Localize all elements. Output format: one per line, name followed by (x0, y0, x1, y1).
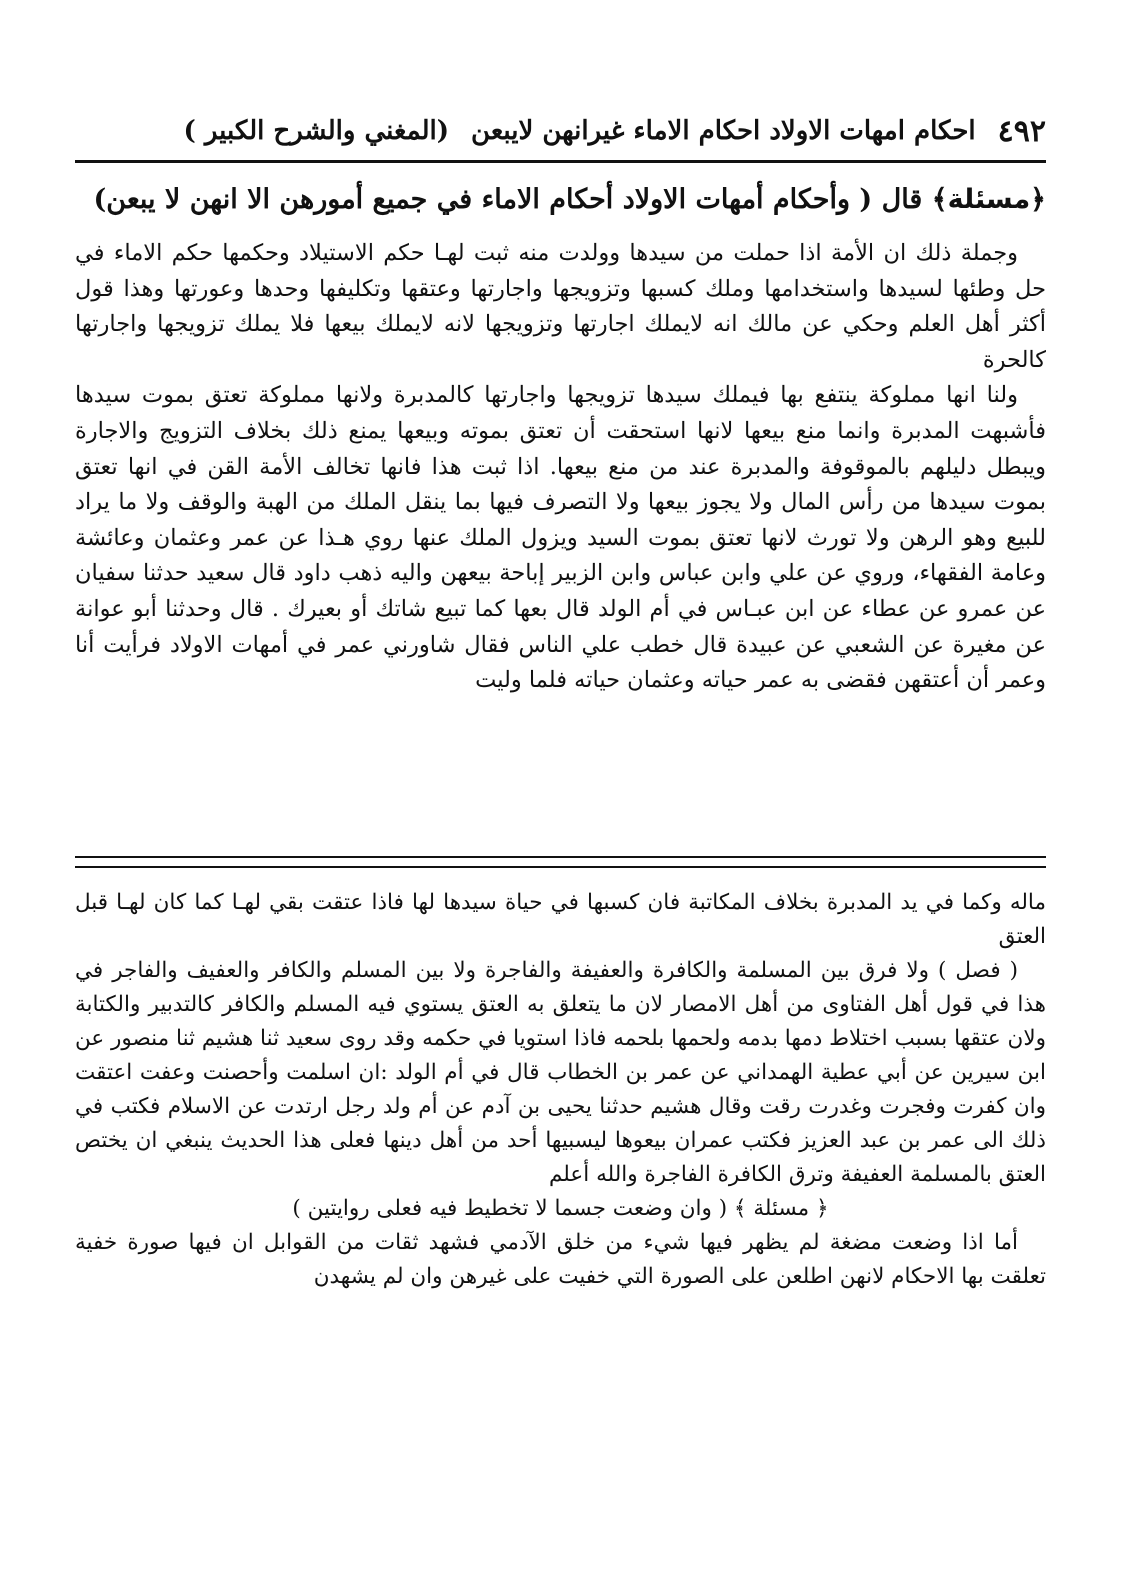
notes-paragraph-2: ( فصل ) ولا فرق بين المسلمة والكافرة والعفيفة والفاجرة ولا بين المسلم والكافر والعفيف والفاجر في هذا في قول أهل الفتاوى من أهل الامصار لان ما يتعلق به العتق يستوي فيه المسلم والكافر كالتدبير والكتابة ولان عتقها بسبب اختلاط دمها بدمه ولحمها بلحمه فاذا استويا في حكمه وقد روى سعيد ثنا هشيم ثنا منصور عن ابن سيرين عن أبي عطية الهمداني عن عمر بن الخطاب قال في أم الولد :ان اسلمت وأحصنت وعفت اعتقت وان كفرت وفجرت وغدرت رقت وقال هشيم حدثنا يحيى بن آدم عن أم ولد رجل ارتدت عن الاسلام فكتب في ذلك الى عمر بن عبد العزيز فكتب عمران بيعوها ليسبيها أحد من أهل دينها فعلى هذا الحديث ينبغي ان يختص العتق بالمسلمة العفيفة وترق الكافرة الفاجرة والله أعلم (75, 958, 1046, 1187)
sub-masala-label: ﴿ مسئلة ﴾ (733, 1196, 829, 1221)
header-rule (75, 160, 1046, 163)
main-paragraph-2: ولنا انها مملوكة ينتفع بها فيملك سيدها تزويجها واجارتها كالمدبرة ولانها مملوكة تعتق بموت سيدها فأشبهت المدبرة وانما منع بيعها لانها استحقت أن تعتق بموته وبيعها يمنع ذلك بخلاف التزويج والاجارة ويبطل دليلهم بالموقوفة والمدبرة عند من منع بيعها. اذا ثبت هذا فانها تخالف الأمة القن في انها تعتق بموت سيدها من رأس المال ولا يجوز بيعها ولا التصرف فيها بما ينقل الملك من الهبة والوقف ولا ما يراد للبيع وهو الرهن ولا تورث لانها تعتق بموت السيد ويزول الملك عنها روي هـذا عن عمر وعثمان وعائشة وعامة الفقهاء، وروي عن علي وابن عباس وابن الزبير إباحة بيعهن واليه ذهب داود قال سعيد حدثنا سفيان عن عمرو عن عطاء عن ابن عبـاس في أم الولد قال بعها كما تبيع شاتك أو بعيرك . قال وحدثنا أبو عوانة عن مغيرة عن الشعبي عن عبيدة قال خطب علي الناس فقال شاورني عمر في أمهات الاولاد فرأيت أنا وعمر أن أعتقهن فقضى به عمر حياته وعثمان حياته فلما وليت (75, 382, 1046, 694)
running-title: احكام امهات الاولاد احكام الاماء غيرانهن لايبعن (471, 116, 976, 146)
commentary-text (75, 886, 1046, 1486)
page-number: ٤٩٢ (997, 113, 1046, 149)
main-paragraph-1: وجملة ذلك ان الأمة اذا حملت من سيدها وولدت منه ثبت لهـا حكم الاستيلاد وحكمها حكم الاماء في حل وطئها لسيدها واستخدامها وملك كسبها وتزويجها واجارتها وعتقها وتكليفها وحدها وعورتها وهذا قول أكثر أهل العلم وحكي عن مالك انه لايملك اجارتها وتزويجها لانه لايملك بيعها فلا يملك تزويجها واجارتها كالحرة (75, 240, 1046, 373)
sub-masala-heading (75, 1192, 1046, 1226)
book-title: (المغني والشرح الكبير ) (183, 116, 450, 146)
closing-paragraph: أما اذا وضعت مضغة لم يظهر فيها شيء من خلق الآدمي فشهد ثقات من القوابل ان فيها صورة خفية تعلقت بها الاحكام لانهن اطلعن على الصورة التي خفيت على غيرهن وان لم يشهدن (75, 1230, 1046, 1289)
masala-text: قال ( وأحكام أمهات الاولاد أحكام الاماء في جميع أمورهن الا انهن لا يبعن) (93, 184, 923, 215)
masala-label: ﴿مسئلة﴾ (931, 184, 1046, 215)
section-divider (75, 856, 1046, 868)
page-header (75, 108, 1046, 154)
masala-heading (75, 172, 1046, 228)
sub-masala-text: ( وان وضعت جسما لا تخطيط فيه فعلى روايتين ) (292, 1196, 728, 1221)
notes-paragraph-1: ماله وكما في يد المدبرة بخلاف المكاتبة فان كسبها في حياة سيدها لها فاذا عتقت بقي لهـا كما كان لهـا قبل العتق (75, 890, 1046, 949)
main-text (75, 172, 1046, 852)
